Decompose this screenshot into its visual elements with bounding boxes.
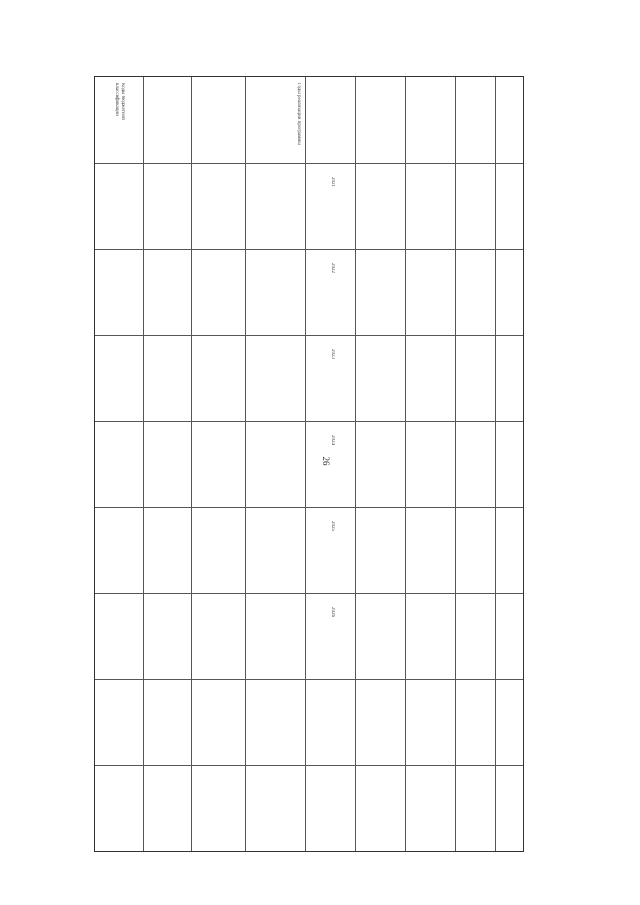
table-header-band bbox=[95, 77, 523, 163]
table-row bbox=[95, 679, 523, 765]
table-row bbox=[95, 507, 523, 593]
table-row bbox=[95, 163, 523, 249]
table-row bbox=[95, 249, 523, 335]
col-separator bbox=[305, 77, 306, 851]
years-group-header: Годы реализации программы bbox=[296, 83, 301, 145]
budget-codes-header: Коды бюджетной классификации bbox=[114, 83, 125, 120]
year-header: 2023 bbox=[330, 349, 335, 359]
year-header: 2021 bbox=[330, 177, 335, 187]
year-header: 2026 bbox=[330, 607, 335, 617]
col-separator bbox=[355, 77, 356, 851]
col-separator bbox=[405, 77, 406, 851]
year-header: 2024 bbox=[330, 435, 335, 445]
table-row bbox=[95, 421, 523, 507]
table-row bbox=[95, 765, 523, 853]
rotated-table bbox=[94, 76, 524, 852]
col-separator bbox=[191, 77, 192, 851]
year-header: 2022 bbox=[330, 263, 335, 273]
col-separator bbox=[143, 77, 144, 851]
col-separator bbox=[455, 77, 456, 851]
col-separator bbox=[495, 77, 496, 851]
table-row bbox=[95, 335, 523, 421]
year-header: 2025 bbox=[330, 521, 335, 531]
page-number: 26 bbox=[321, 456, 331, 466]
table-row bbox=[95, 593, 523, 679]
col-separator bbox=[245, 77, 246, 851]
